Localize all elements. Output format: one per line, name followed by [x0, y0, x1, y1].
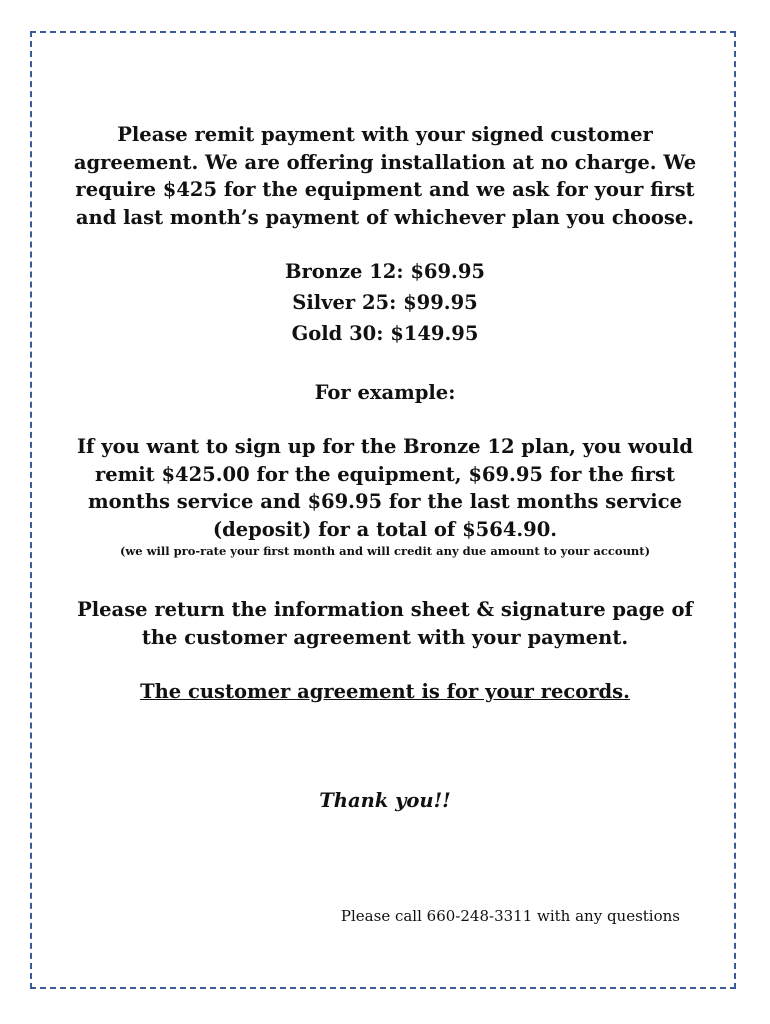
proration-note: (we will pro-rate your first month and will credit any due amount to your account): [119, 544, 651, 558]
plan-list: [60, 256, 710, 349]
records-note: The customer agreement is for your records.: [140, 680, 630, 703]
example-heading: For example:: [314, 381, 456, 404]
example-paragraph: If you want to sign up for the Bronze 12 plan, you would remit $425.00 for the equipment, $69.95 for the first months service and $69.95 for the last months service (deposit) for a total of $564.90.: [76, 435, 694, 541]
thank-you-text: Thank you!!: [319, 789, 451, 812]
intro-paragraph: Please remit payment with your signed customer agreement. We are offering installation at no charge. We require $425 for the equipment and we ask for your first and last month’s payment of whichever plan you choose.: [73, 123, 697, 229]
plan-bronze: Bronze 12: $69.95: [285, 260, 485, 283]
plan-gold: Gold 30: $149.95: [291, 322, 479, 345]
contact-line: Please call 660-248-3311 with any questions: [340, 907, 680, 925]
return-instructions: Please return the information sheet & signature page of the customer agreement with your payment.: [77, 598, 693, 649]
plan-silver: Silver 25: $99.95: [292, 291, 478, 314]
